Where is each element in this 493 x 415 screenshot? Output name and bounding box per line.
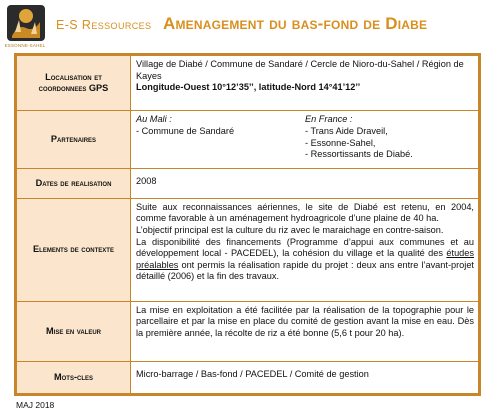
table-row-localisation [17, 56, 479, 111]
row-label-contexte: Elements de contexte [17, 198, 131, 301]
partners-mali-title: Au Mali : [136, 114, 172, 125]
context-text: ont permis la réalisation rapide du projet : deux ans entre l’avant-projet détaillé (2006) et la fin des travaux. [136, 259, 474, 282]
list-item: - Essonne-Sahel, [305, 137, 376, 148]
row-label-localisation: Localisation et coordonnees GPS [17, 56, 131, 111]
list-item: - Trans Aide Draveil, [305, 126, 388, 137]
row-label-mise-en-valeur: Mise en valeur [17, 301, 131, 362]
context-text: La disponibilité des financements (Programme d’appui aux communes et au développement local - PACEDEL), la cohésion du village et la qualité des [136, 236, 474, 259]
table-row-partenaires [17, 111, 479, 169]
gps-coordinates: Longitude-Ouest 10°12’35’’, latitude-Nord 14°41’12’’ [136, 82, 361, 93]
context-paragraph [136, 237, 474, 283]
row-label-partenaires: Partenaires [17, 111, 131, 169]
row-content-localisation [131, 56, 479, 111]
row-content-dates [131, 169, 479, 199]
logo-emblem-icon [4, 2, 48, 46]
partners-france [305, 114, 474, 160]
table-row-mots-cles [17, 362, 479, 394]
organization-name: E-S Ressources [56, 18, 152, 32]
row-content-mise-en-valeur [131, 301, 479, 362]
row-label-mots-cles: Mots-cles [17, 362, 131, 394]
table-row-mise-en-valeur [17, 301, 479, 362]
location-text: Village de Diabé / Commune de Sandaré / Cercle de Nioro-du-Sahel / Région de Kayes [136, 59, 464, 81]
partners-france-title: En France : [305, 114, 353, 125]
row-content-mots-cles [131, 362, 479, 394]
project-sheet-table [14, 53, 481, 396]
update-note: MAJ 2018 [16, 400, 55, 410]
logo-caption: ESSONNE-SAHEL [4, 43, 46, 48]
essonne-sahel-logo [4, 2, 48, 46]
list-item: - Ressortissants de Diabé. [305, 149, 413, 160]
mise-en-valeur-text: La mise en exploitation a été facilitée par la réalisation de la topographie pour le parcellaire et par la mise en place du comité de gestion avant la mise en eau. Dès la première année, la récolte de riz a été bonne (5,6 t pour 20 ha). [136, 304, 474, 338]
keywords-text: Micro-barrage / Bas-fond / PACEDEL / Comité de gestion [136, 369, 369, 380]
row-label-dates: Dates de realisation [17, 169, 131, 199]
table-row-dates [17, 169, 479, 199]
page-header [0, 0, 493, 56]
partners-columns [136, 114, 474, 160]
row-content-partenaires [131, 111, 479, 169]
table-row-contexte [17, 198, 479, 301]
list-item: - Commune de Sandaré [136, 126, 235, 137]
underlined-term: études préalables [136, 248, 474, 270]
context-paragraph: L’objectif principal est la culture du riz avec le maraichage en contre-saison. [136, 224, 444, 235]
page-title: Amenagement du bas-fond de Diabe [163, 14, 428, 33]
partners-mali [136, 114, 305, 160]
context-paragraph: Suite aux reconnaissances aériennes, le site de Diabé est retenu, en 2004, comme favorable à un aménagement hydroagricole d’une plaine de 40 ha. [136, 201, 474, 224]
row-content-contexte [131, 198, 479, 301]
realisation-date: 2008 [136, 176, 157, 186]
